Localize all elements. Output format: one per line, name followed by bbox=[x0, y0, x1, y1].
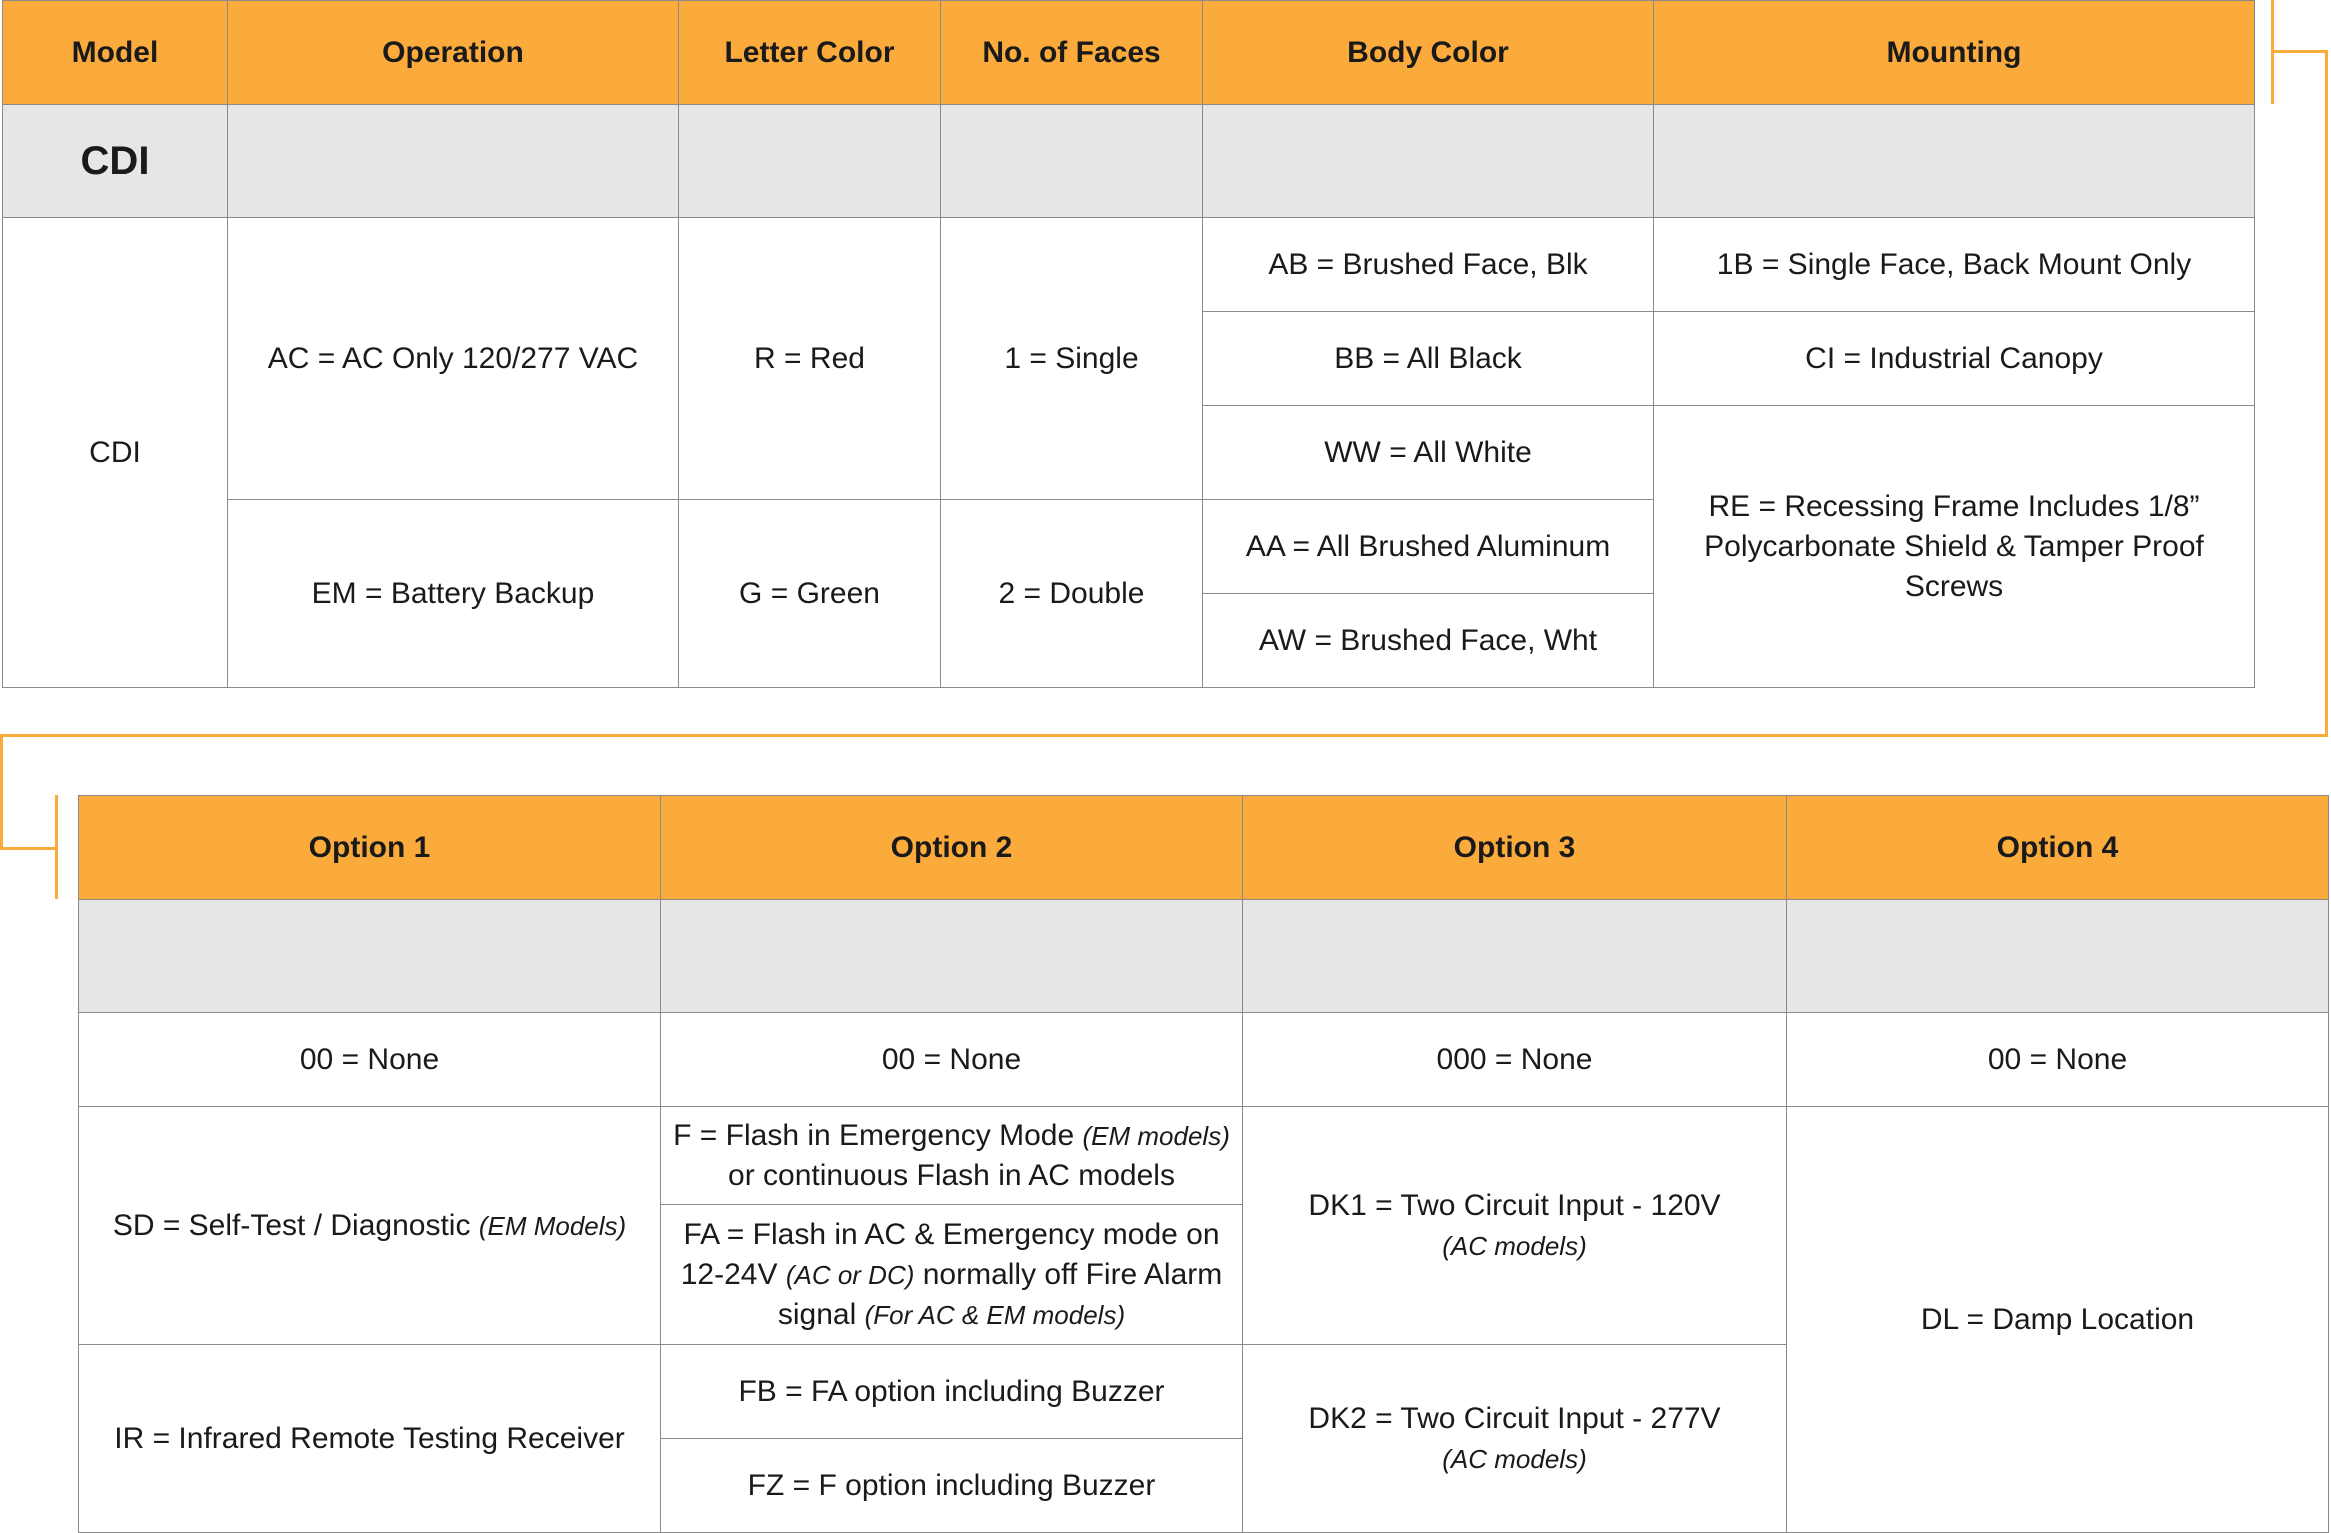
header-option-2: Option 2 bbox=[661, 796, 1243, 900]
header-letter-color: Letter Color bbox=[679, 1, 941, 105]
additional-options-table bbox=[78, 795, 2329, 1533]
header-mounting: Mounting bbox=[1654, 1, 2255, 105]
option2-fa-label: FA = Flash in AC & Emergency mode on 12-24V bbox=[680, 1217, 1220, 1291]
header-option-4: Option 4 bbox=[1787, 796, 2329, 900]
option1-sd bbox=[79, 1107, 661, 1345]
header-model: Model bbox=[3, 1, 228, 105]
model-options-table bbox=[2, 0, 2255, 688]
header-body-color: Body Color bbox=[1203, 1, 1654, 105]
code-option-2 bbox=[661, 900, 1243, 1013]
faces-double: 2 = Double bbox=[941, 500, 1203, 688]
code-mounting bbox=[1654, 105, 2255, 218]
body-color-ww: WW = All White bbox=[1203, 406, 1654, 500]
code-option-1 bbox=[79, 900, 661, 1013]
connector-right-vertical bbox=[2325, 50, 2328, 737]
option1-ir: IR = Infrared Remote Testing Receiver bbox=[79, 1345, 661, 1533]
option2-fa-note-1: (AC or DC) bbox=[785, 1259, 915, 1290]
header-faces: No. of Faces bbox=[941, 1, 1203, 105]
body-color-aw: AW = Brushed Face, Wht bbox=[1203, 594, 1654, 688]
code-option-4 bbox=[1787, 900, 2329, 1013]
option2-f-label: F = Flash in Emergency Mode bbox=[673, 1118, 1075, 1152]
option3-dk1 bbox=[1243, 1107, 1787, 1345]
code-body-color bbox=[1203, 105, 1654, 218]
option2-fz: FZ = F option including Buzzer bbox=[661, 1439, 1243, 1533]
code-letter-color bbox=[679, 105, 941, 218]
option2-fa-label-cont: normally off Fire Alarm signal bbox=[777, 1257, 1223, 1331]
connector-bottom-stub bbox=[55, 795, 58, 899]
connector-middle-horizontal bbox=[0, 734, 2328, 737]
option1-sd-label: SD = Self-Test / Diagnostic bbox=[112, 1208, 471, 1242]
connector-left-vertical bbox=[0, 734, 3, 850]
option3-dk2-label: DK2 = Two Circuit Input - 277V bbox=[1308, 1401, 1721, 1435]
mounting-ci: CI = Industrial Canopy bbox=[1654, 312, 2255, 406]
letter-color-green: G = Green bbox=[679, 500, 941, 688]
option2-fa-note-2: (For AC & EM models) bbox=[864, 1299, 1126, 1330]
options-code-row bbox=[79, 900, 2329, 1013]
option1-sd-note: (EM Models) bbox=[478, 1210, 627, 1241]
option2-f-note: (EM models) bbox=[1082, 1120, 1230, 1151]
connector-bottom-horizontal bbox=[0, 847, 57, 850]
option3-dk2 bbox=[1243, 1345, 1787, 1533]
connector-top-horizontal bbox=[2271, 50, 2328, 53]
option4-none: 00 = None bbox=[1787, 1013, 2329, 1107]
faces-single: 1 = Single bbox=[941, 218, 1203, 500]
header-option-1: Option 1 bbox=[79, 796, 661, 900]
option3-none: 000 = None bbox=[1243, 1013, 1787, 1107]
header-option-3: Option 3 bbox=[1243, 796, 1787, 900]
option3-dk2-note: (AC models) bbox=[1442, 1443, 1587, 1474]
option1-none: 00 = None bbox=[79, 1013, 661, 1107]
code-operation bbox=[228, 105, 679, 218]
option2-f bbox=[661, 1107, 1243, 1205]
header-row bbox=[3, 1, 2255, 105]
code-faces bbox=[941, 105, 1203, 218]
operation-ac: AC = AC Only 120/277 VAC bbox=[228, 218, 679, 500]
code-model: CDI bbox=[3, 105, 228, 218]
body-color-aa: AA = All Brushed Aluminum bbox=[1203, 500, 1654, 594]
option2-fa bbox=[661, 1205, 1243, 1345]
model-cell: CDI bbox=[3, 218, 228, 688]
code-option-3 bbox=[1243, 900, 1787, 1013]
header-operation: Operation bbox=[228, 1, 679, 105]
letter-color-red: R = Red bbox=[679, 218, 941, 500]
mounting-re: RE = Recessing Frame Includes 1/8” Polycarbonate Shield & Tamper Proof Screws bbox=[1654, 406, 2255, 688]
option3-dk1-note: (AC models) bbox=[1442, 1230, 1587, 1261]
option4-dl: DL = Damp Location bbox=[1787, 1107, 2329, 1533]
body-color-bb: BB = All Black bbox=[1203, 312, 1654, 406]
code-row bbox=[3, 105, 2255, 218]
body-color-ab: AB = Brushed Face, Blk bbox=[1203, 218, 1654, 312]
options-header-row bbox=[79, 796, 2329, 900]
option2-f-label-cont: or continuous Flash in AC models bbox=[728, 1158, 1175, 1192]
mounting-1b: 1B = Single Face, Back Mount Only bbox=[1654, 218, 2255, 312]
option2-fb: FB = FA option including Buzzer bbox=[661, 1345, 1243, 1439]
option3-dk1-label: DK1 = Two Circuit Input - 120V bbox=[1308, 1188, 1721, 1222]
option2-none: 00 = None bbox=[661, 1013, 1243, 1107]
operation-em: EM = Battery Backup bbox=[228, 500, 679, 688]
